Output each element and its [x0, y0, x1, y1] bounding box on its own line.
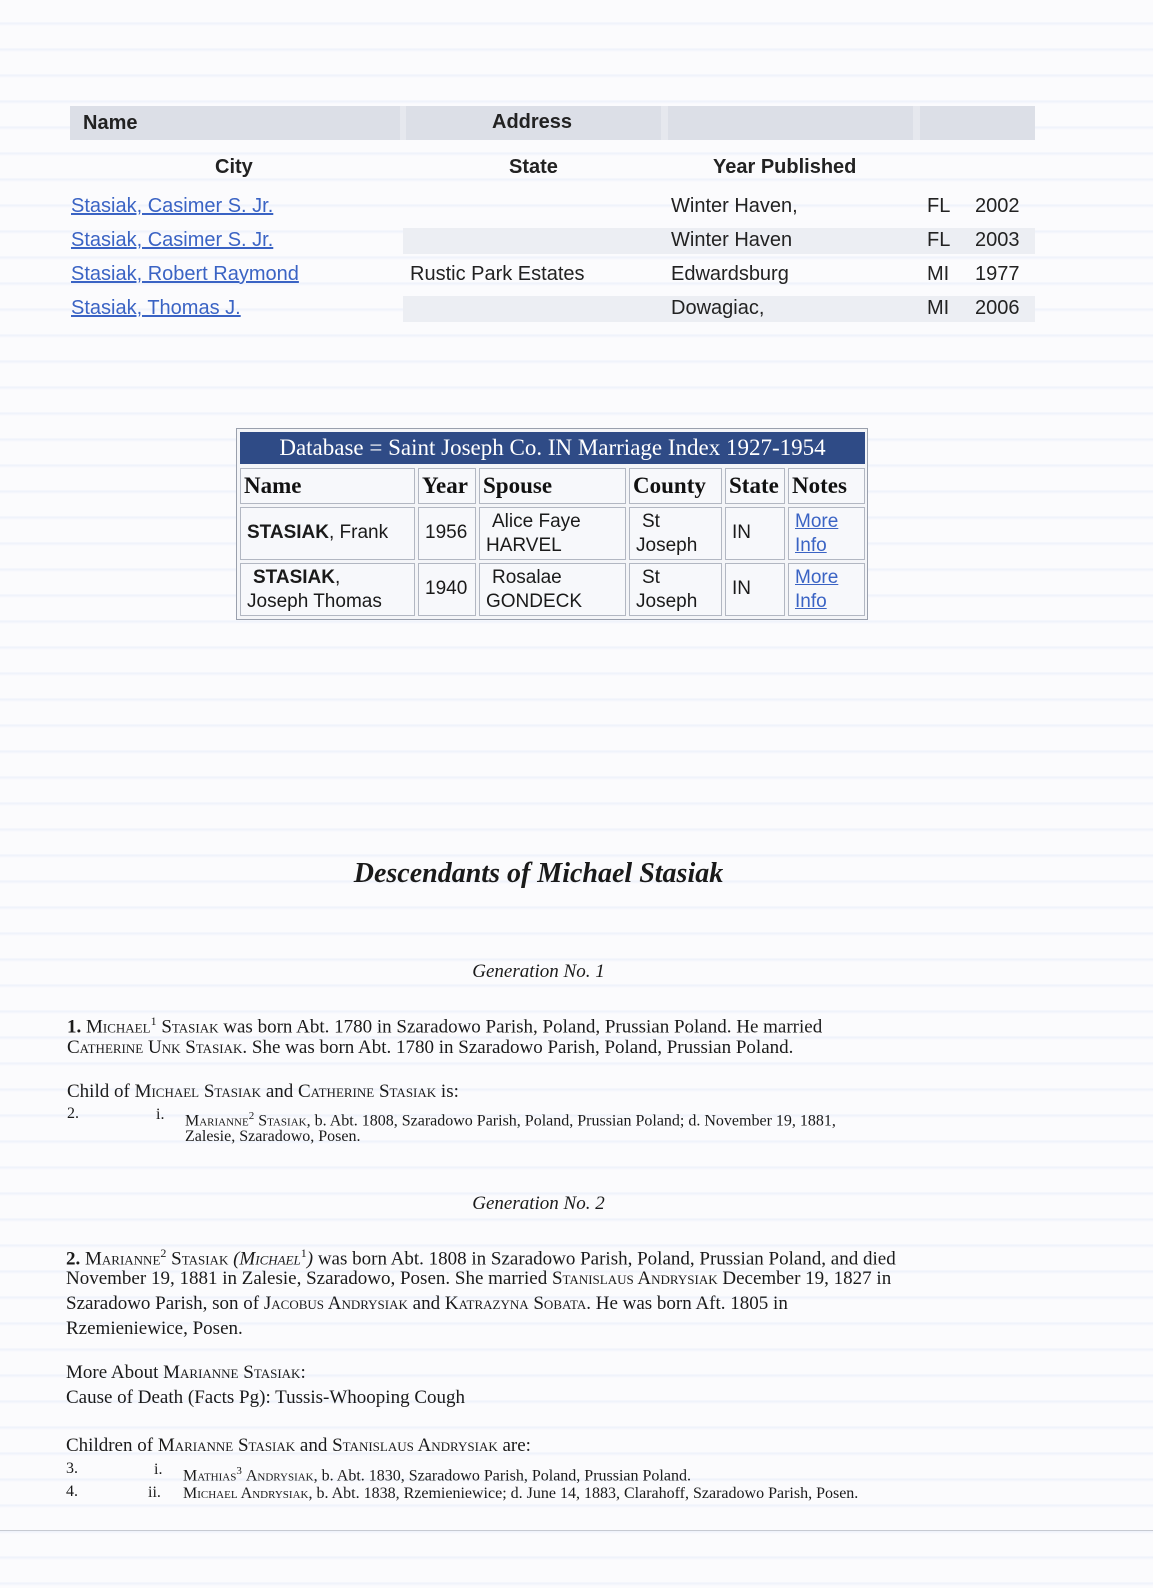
mi-cell-state: IN [725, 563, 785, 616]
mi-spouse-surname: GONDECK [486, 591, 583, 612]
directory-state: MI [927, 263, 950, 285]
directory-city: Winter Haven, [671, 195, 798, 217]
mi-cell-name [240, 507, 415, 560]
mi-given: , Frank [328, 522, 389, 543]
directory-city: Winter Haven [671, 229, 793, 251]
mi-given: , [334, 567, 341, 588]
more-about-text: : [300, 1362, 306, 1383]
mi-cell-state: IN [725, 507, 785, 560]
directory-name-link[interactable]: Stasiak, Casimer S. Jr. [71, 229, 274, 251]
generation-heading: Generation No. 2 [472, 1193, 605, 1214]
more-info-link[interactable]: Info [795, 591, 827, 612]
person-number: 1. [67, 1016, 82, 1038]
mi-cell-spouse [479, 563, 626, 616]
person-surname: Stasiak [161, 1016, 219, 1038]
mi-spouse-given: Rosalae [492, 567, 562, 588]
ancestor-name: (Michael [233, 1248, 301, 1270]
paragraph-text: Szaradowo Parish, son of [66, 1293, 264, 1314]
mi-header-year: Year [418, 468, 476, 504]
intro-text: Children of [66, 1435, 158, 1456]
child-number: 2. [67, 1105, 79, 1122]
directory-name-link[interactable]: Stasiak, Casimer S. Jr. [71, 195, 274, 217]
gen2-paragraph-line2 [66, 1266, 891, 1291]
cause-of-death: Cause of Death (Facts Pg): Tussis-Whooping Cough [66, 1387, 465, 1408]
child-number: 3. [66, 1460, 78, 1477]
header-year-published: Year Published [713, 156, 857, 178]
child-roman: i. [154, 1461, 163, 1478]
directory-year: 2002 [975, 195, 1020, 217]
child-name: Michael Andrysiak [183, 1485, 309, 1502]
directory-state: FL [927, 229, 951, 251]
mi-surname: STASIAK [247, 522, 329, 543]
header-segment [668, 106, 913, 140]
mi-county-line1: St [642, 567, 660, 588]
father-name: Jacobus Andrysiak [263, 1293, 408, 1314]
generation-sup: 3 [236, 1465, 242, 1477]
person-name: Michael [86, 1016, 151, 1038]
directory-year: 1977 [975, 263, 1020, 285]
mi-cell-spouse [479, 507, 626, 560]
generation-sup: 2 [160, 1246, 167, 1260]
mi-cell-year: 1956 [418, 507, 476, 560]
more-info-link[interactable]: More [795, 511, 839, 532]
directory-year: 2003 [975, 229, 1020, 251]
intro-text: is: [436, 1081, 459, 1102]
person-number: 2. [66, 1248, 81, 1270]
header-city: City [215, 156, 253, 178]
mi-cell-county [629, 563, 722, 616]
mi-surname: STASIAK [253, 567, 335, 588]
child-text: , b. Abt. 1838, Rzemieniewice; d. June 14, 1883, Clarahoff, Szaradowo Parish, Posen. [308, 1485, 859, 1502]
page-divider [0, 1530, 1153, 1531]
mi-given-line2: Joseph Thomas [247, 591, 382, 612]
directory-city: Dowagiac, [671, 297, 765, 319]
mi-county-line2: Joseph [636, 535, 698, 556]
generation-sup: 2 [248, 1110, 255, 1122]
header-state: State [509, 156, 558, 178]
parent-name: Stanislaus Andrysiak [332, 1435, 498, 1456]
directory-year: 2006 [975, 297, 1020, 319]
person-name: Marianne [85, 1248, 161, 1270]
person-surname: Stasiak [171, 1248, 229, 1270]
directory-city: Edwardsburg [671, 263, 789, 285]
mi-header-spouse: Spouse [479, 468, 626, 504]
gen1-paragraph-line2 [67, 1035, 793, 1060]
more-about-text: More About [66, 1362, 164, 1383]
directory-address: Rustic Park Estates [410, 263, 585, 285]
gen2-paragraph-line4: Rzemieniewice, Posen. [66, 1318, 243, 1339]
paragraph-text: December 19, 1827 in [717, 1268, 892, 1289]
mi-header-name: Name [240, 468, 415, 504]
paragraph-text: . He was born Aft. 1805 in [586, 1293, 788, 1314]
paragraph-text: November 19, 1881 in Zalesie, Szaradowo, Posen. She married [66, 1268, 552, 1289]
mi-name-line1 [247, 566, 408, 590]
more-info-link[interactable]: Info [795, 535, 827, 556]
more-info-link[interactable]: More [795, 567, 839, 588]
child-number: 4. [66, 1483, 78, 1500]
mi-cell-name [240, 563, 415, 616]
directory-state: MI [927, 297, 950, 319]
intro-text: are: [497, 1435, 531, 1456]
intro-text: Child of [67, 1081, 135, 1102]
header-address: Address [492, 111, 573, 133]
parent-name: Michael Stasiak [134, 1081, 262, 1102]
directory-name-link[interactable]: Stasiak, Thomas J. [71, 297, 241, 319]
mi-cell-notes [788, 563, 865, 616]
gen2-children-intro [66, 1433, 531, 1458]
mi-header-state: State [725, 468, 785, 504]
mi-county-line2: Joseph [636, 591, 698, 612]
mi-header-notes: Notes [788, 468, 865, 504]
paragraph-text: and [407, 1293, 445, 1314]
child-name: Marianne [185, 1112, 249, 1130]
report-title: Descendants of Michael Stasiak [353, 858, 724, 889]
gen1-children-intro [67, 1079, 459, 1104]
child-roman: i. [156, 1106, 165, 1123]
intro-text: and [295, 1435, 333, 1456]
mi-cell-notes [788, 507, 865, 560]
spouse-name: Stanislaus Andrysiak [551, 1268, 718, 1289]
parent-name: Catherine Stasiak [298, 1081, 437, 1102]
paragraph-text: . She was born Abt. 1780 in Szaradowo Parish, Poland, Prussian Poland. [242, 1037, 794, 1058]
mi-header-county: County [629, 468, 722, 504]
intro-text: and [261, 1081, 298, 1102]
child-surname: Stasiak [258, 1112, 307, 1130]
child-line [183, 1483, 858, 1505]
paragraph-text: was born Abt. 1780 in Szaradowo Parish, Poland, Prussian Poland. He married [218, 1016, 823, 1038]
parent-name: Marianne Stasiak [157, 1435, 296, 1456]
more-about-name: Marianne Stasiak [163, 1362, 301, 1383]
mi-cell-year: 1940 [418, 563, 476, 616]
directory-name-link[interactable]: Stasiak, Robert Raymond [71, 263, 299, 285]
paragraph-text: was born Abt. 1808 in Szaradowo Parish, Poland, Prussian Poland, and died [313, 1248, 896, 1270]
child-line2: Zalesie, Szaradowo, Posen. [185, 1128, 361, 1145]
mother-name: Katrazyna Sobata [444, 1293, 587, 1314]
child-surname: Andrysiak [245, 1467, 314, 1485]
spouse-name: Catherine Unk Stasiak [67, 1037, 243, 1058]
header-name: Name [83, 112, 138, 134]
child-text: , b. Abt. 1808, Szaradowo Parish, Poland, Prussian Poland; d. November 19, 1881, [306, 1112, 836, 1130]
child-text: , b. Abt. 1830, Szaradowo Parish, Poland, Prussian Poland. [313, 1467, 691, 1485]
child-roman: ii. [148, 1484, 161, 1501]
more-about-heading [66, 1360, 306, 1385]
header-segment [920, 106, 1035, 140]
child-name: Mathias [183, 1467, 237, 1485]
mi-cell-county [629, 507, 722, 560]
mi-spouse-given: Alice Faye [492, 511, 581, 532]
directory-state: FL [927, 195, 951, 217]
ancestor-paren: ) [306, 1248, 314, 1270]
generation-sup: 1 [150, 1014, 157, 1028]
mi-spouse-surname: HARVEL [486, 535, 562, 556]
gen2-paragraph-line3 [66, 1291, 788, 1316]
mi-county-line1: St [642, 511, 660, 532]
generation-sup: 1 [300, 1246, 307, 1260]
marriage-index-title: Database = Saint Joseph Co. IN Marriage Index 1927-1954 [240, 432, 865, 464]
generation-heading: Generation No. 1 [472, 961, 605, 982]
